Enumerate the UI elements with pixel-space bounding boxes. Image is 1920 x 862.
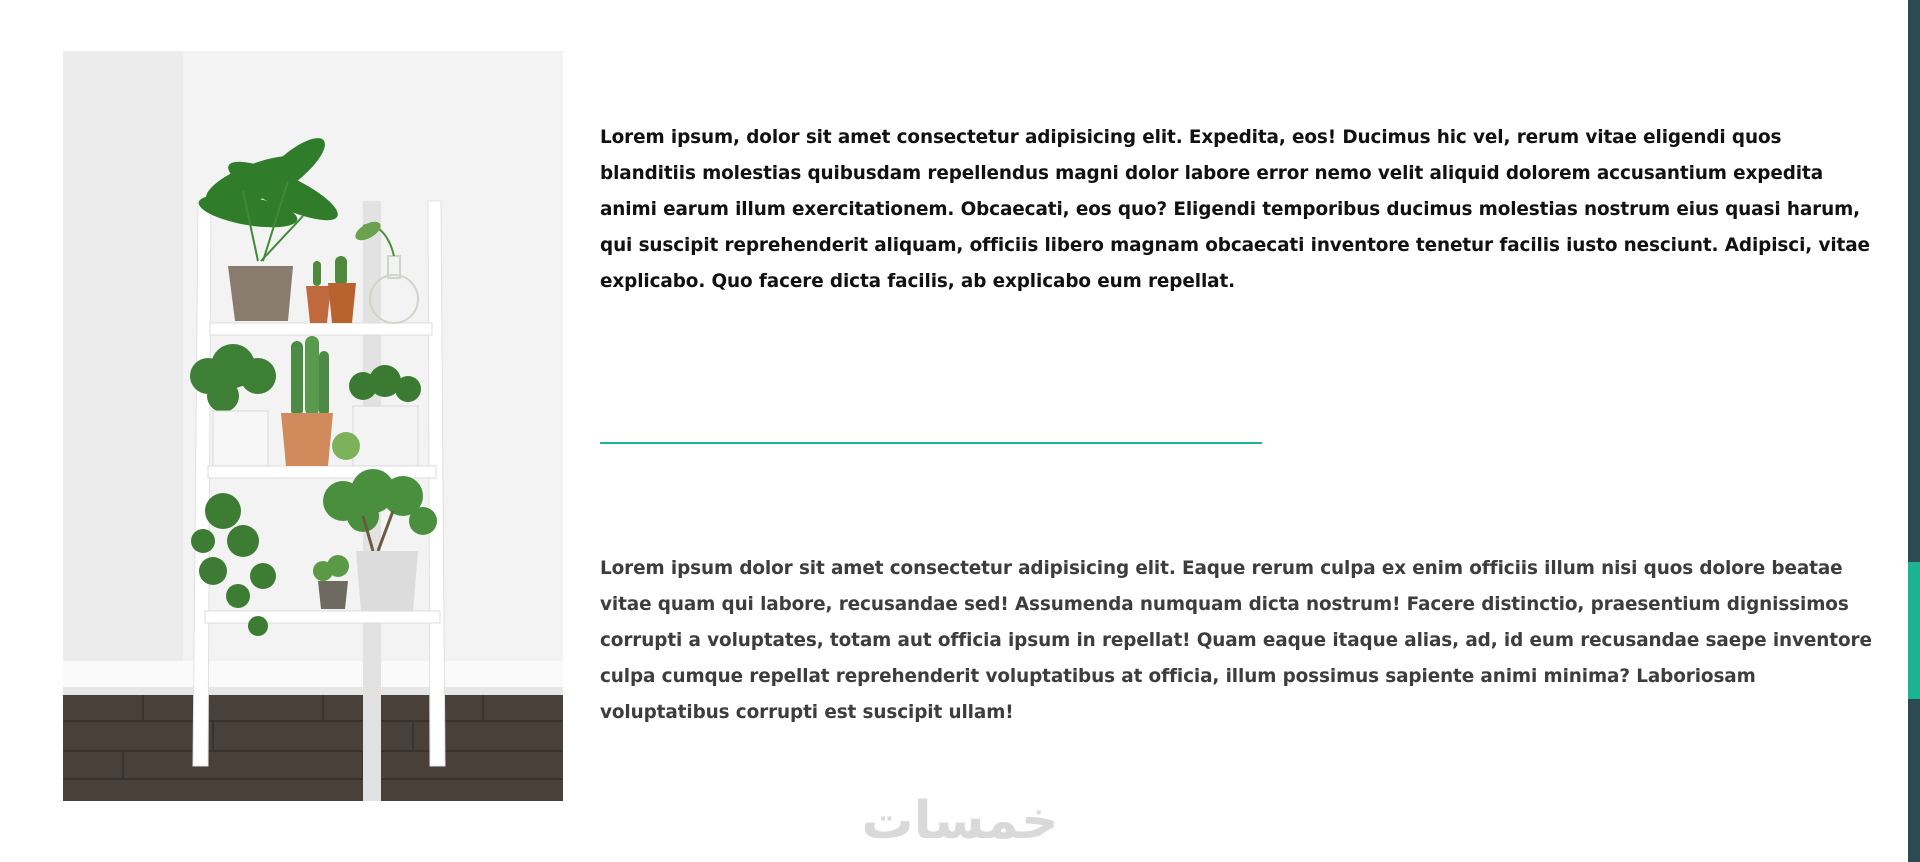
khamsat-watermark: خمسات [861, 791, 1059, 851]
secondary-paragraph: Lorem ipsum dolor sit amet consectetur adipisicing elit. Eaque rerum culpa ex enim officiis illum nisi quos dolore beatae vitae quam qui labore, recusandae sed! Assumenda numquam dicta nostrum! Facere distinctio, praesentium dignissimos corrupti a voluptates, totam aut officia ipsum in repellat! Quam eaque itaque alias, ad, id eum recusandae saepe inventore culpa cumque repellat reprehenderit voluptatibus at officia, illum possimus sapiente animi minima? Laboriosam voluptatibus corrupti est suscipit ullam! [600, 558, 1872, 723]
scrollbar-track[interactable] [1908, 0, 1920, 862]
intro-paragraph: Lorem ipsum, dolor sit amet consectetur adipisicing elit. Expedita, eos! Ducimus hic vel, rerum vitae eligendi quos blanditiis molestias quibusdam repellendus magni dolor labore error nemo velit aliquid dolorem accusantium expedita animi earum illum exercitationem. Obcaecati, eos quo? Eligendi temporibus ducimus molestias nostrum eius quasi harum, qui suscipit reprehenderit aliquam, officiis libero magnam obcaecati inventore tenetur facilis iusto nesciunt. Adipisci, vitae explicabo. Quo facere dicta facilis, ab explicabo eum repellat. [600, 127, 1870, 292]
plant-shelf-image [63, 51, 563, 801]
scrollbar-thumb[interactable] [1908, 562, 1920, 699]
section-divider [600, 442, 1262, 444]
